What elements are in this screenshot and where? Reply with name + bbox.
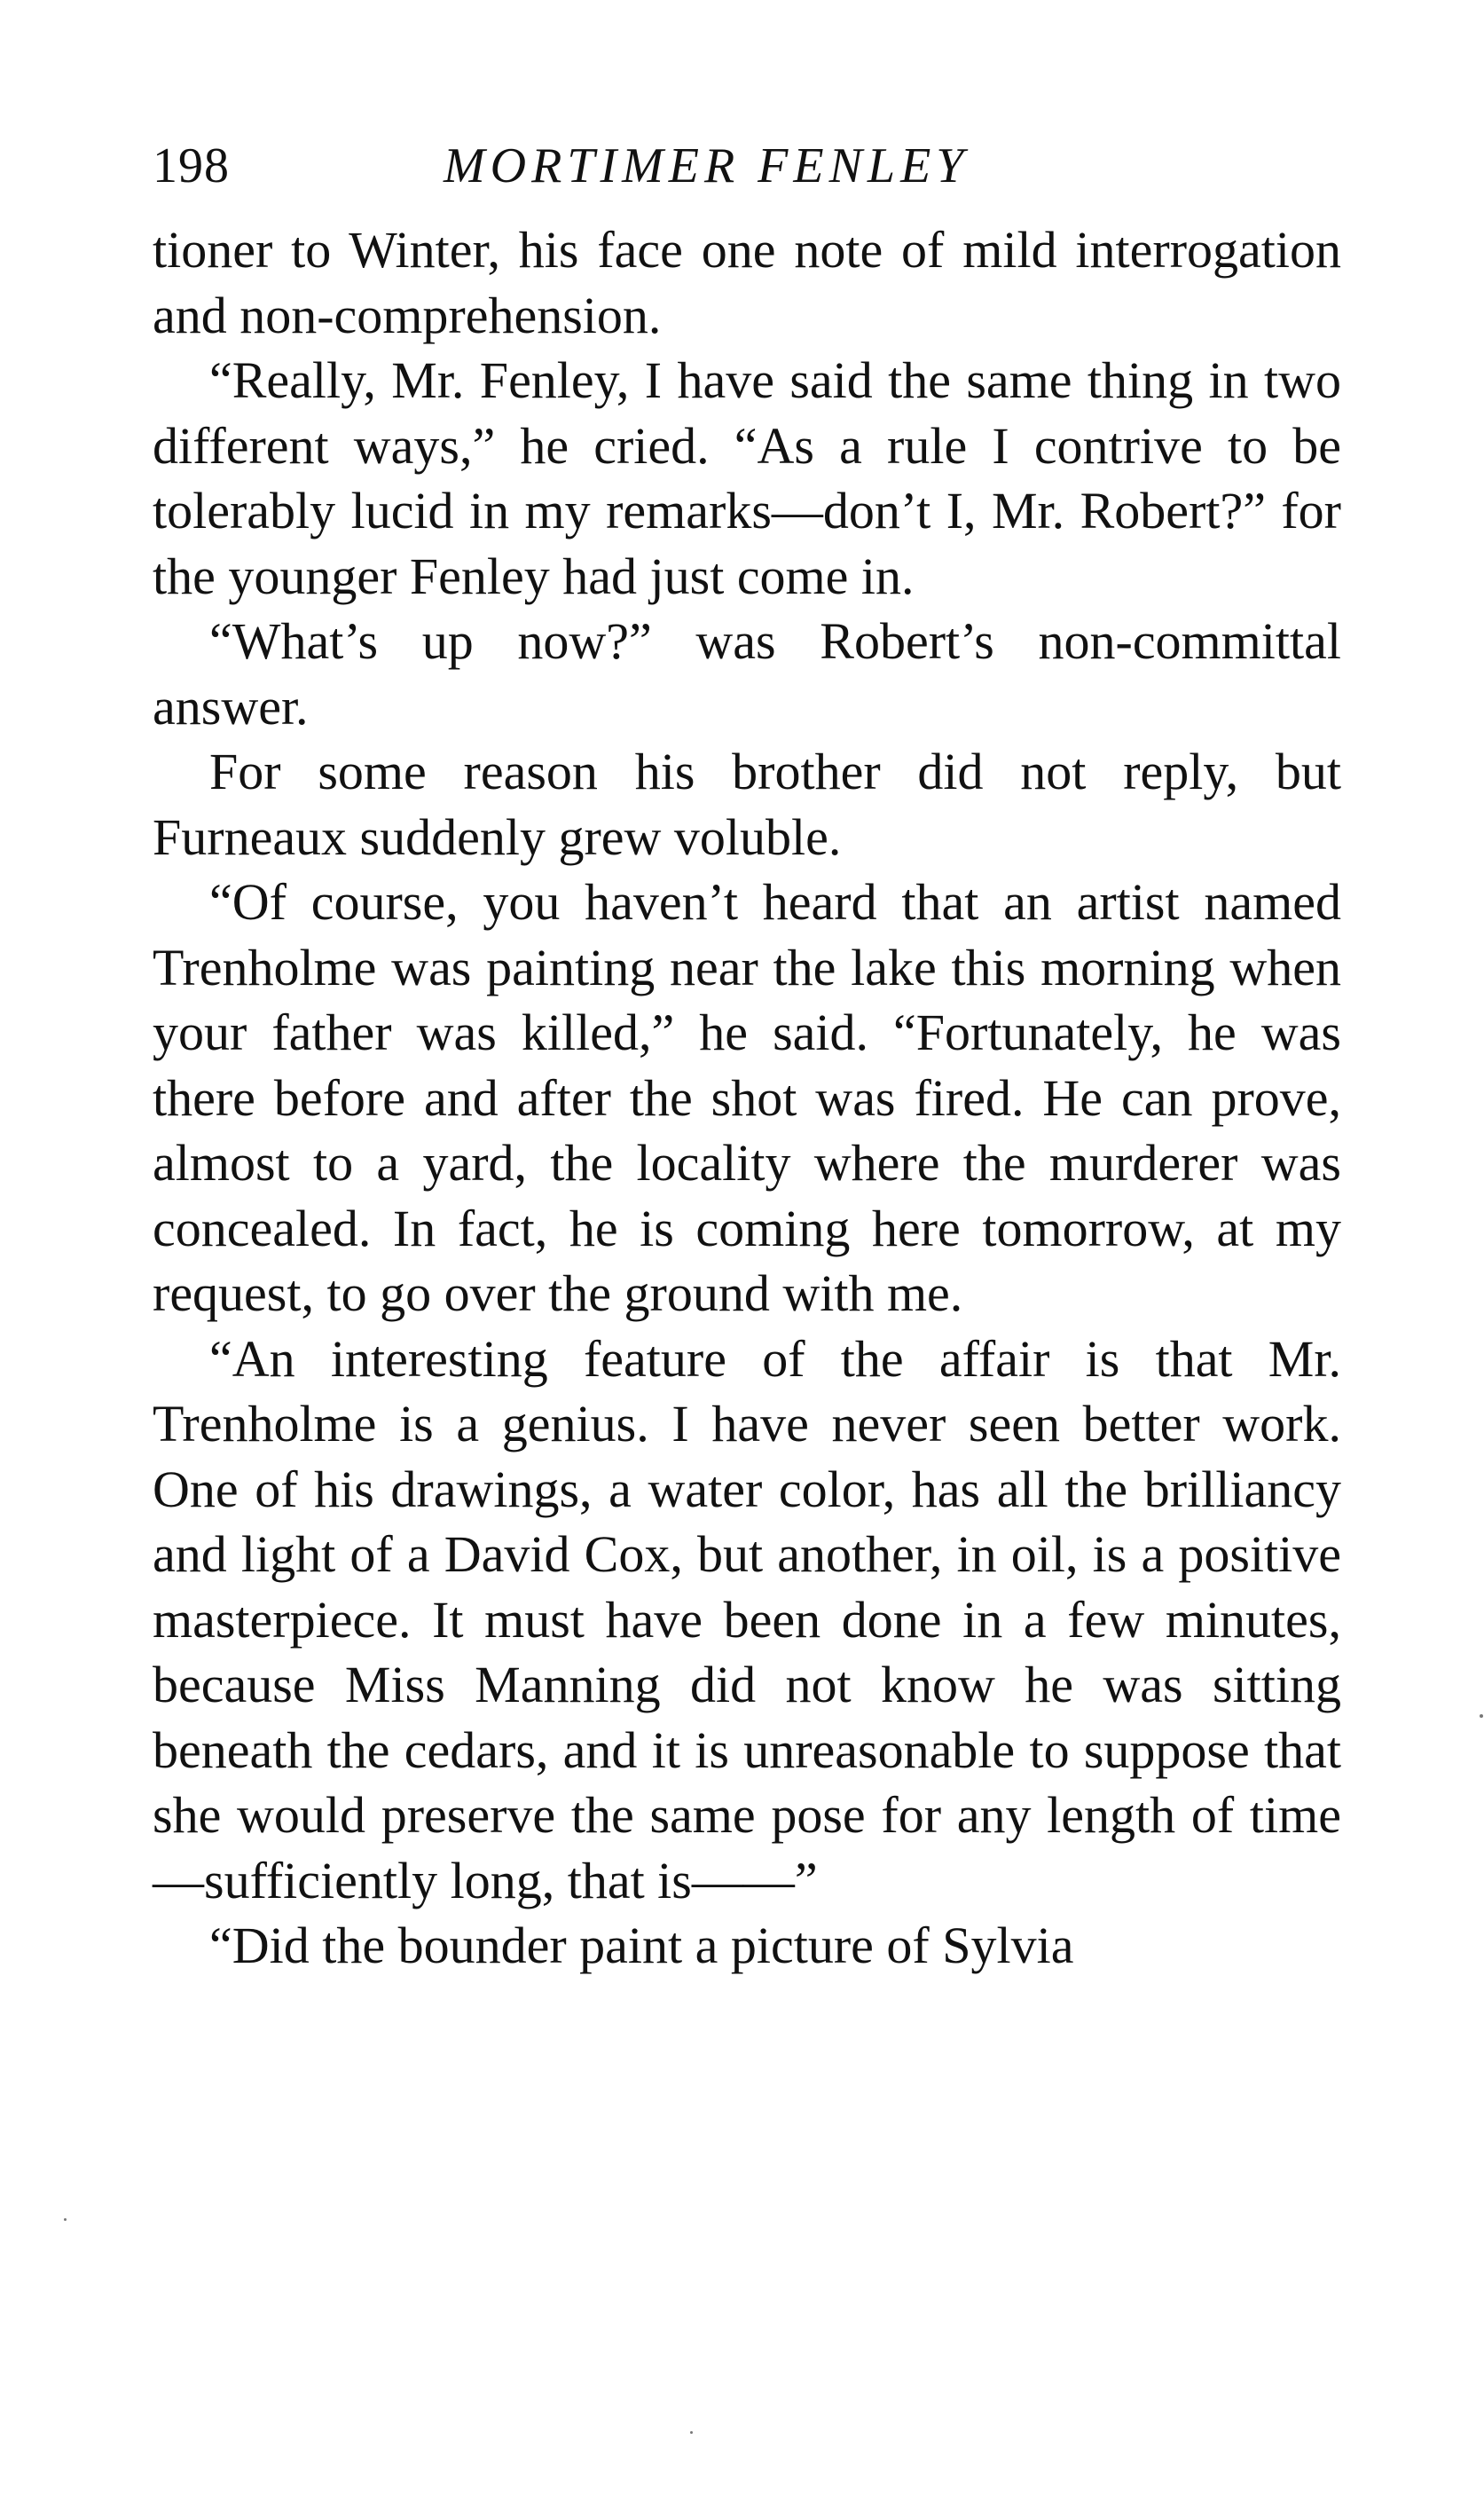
page-header xyxy=(153,126,1341,206)
scan-speck xyxy=(690,2431,693,2434)
paragraph-4: For some reason his brother did not reply, but Furneaux suddenly grew voluble. xyxy=(153,743,1341,866)
running-title: MORTIMER FENLEY xyxy=(444,138,970,193)
paragraph-6: “An interesting feature of the affair is that Mr. Trenholme is a genius. I have never seen better work. One of his drawings, a water color, has all the brilliancy and light of a David Cox, but another, in oil, is a positive masterpiece. It must have been done in a few minutes, because Miss Manning did not know he was sitting beneath the cedars, and it is unreasonable to suppose that she would preserve the same pose for any length of time—sufficiently long, that is——” xyxy=(153,1329,1341,1909)
paragraph-3: “What’s up now?” was Robert’s non-committal answer. xyxy=(153,612,1341,736)
paragraph-2: “Really, Mr. Fenley, I have said the same thing in two different ways,” he cried. “As a rule I contrive to be tolerably lucid in my remarks—don’t I, Mr. Robert?” for the younger Fenley had just come in. xyxy=(153,351,1341,605)
paragraph-7: “Did the bounder paint a picture of Sylvia xyxy=(209,1917,1074,1974)
page-number: 198 xyxy=(153,138,230,193)
paragraph-5: “Of course, you haven’t heard that an artist named Trenholme was painting near the lake this morning when your father was killed,” he said. “Fortunately, he was there before and after the shot was fired. He can prove, almost to a yard, the locality where the murderer was concealed. In fact, he is coming here tomorrow, at my request, to go over the ground with me. xyxy=(153,873,1341,1322)
paragraph-1: tioner to Winter, his face one note of mild interrogation and non-comprehension. xyxy=(153,221,1341,344)
page-body xyxy=(153,217,1341,1979)
scan-speck xyxy=(1480,1714,1483,1718)
scan-speck xyxy=(64,2218,67,2221)
